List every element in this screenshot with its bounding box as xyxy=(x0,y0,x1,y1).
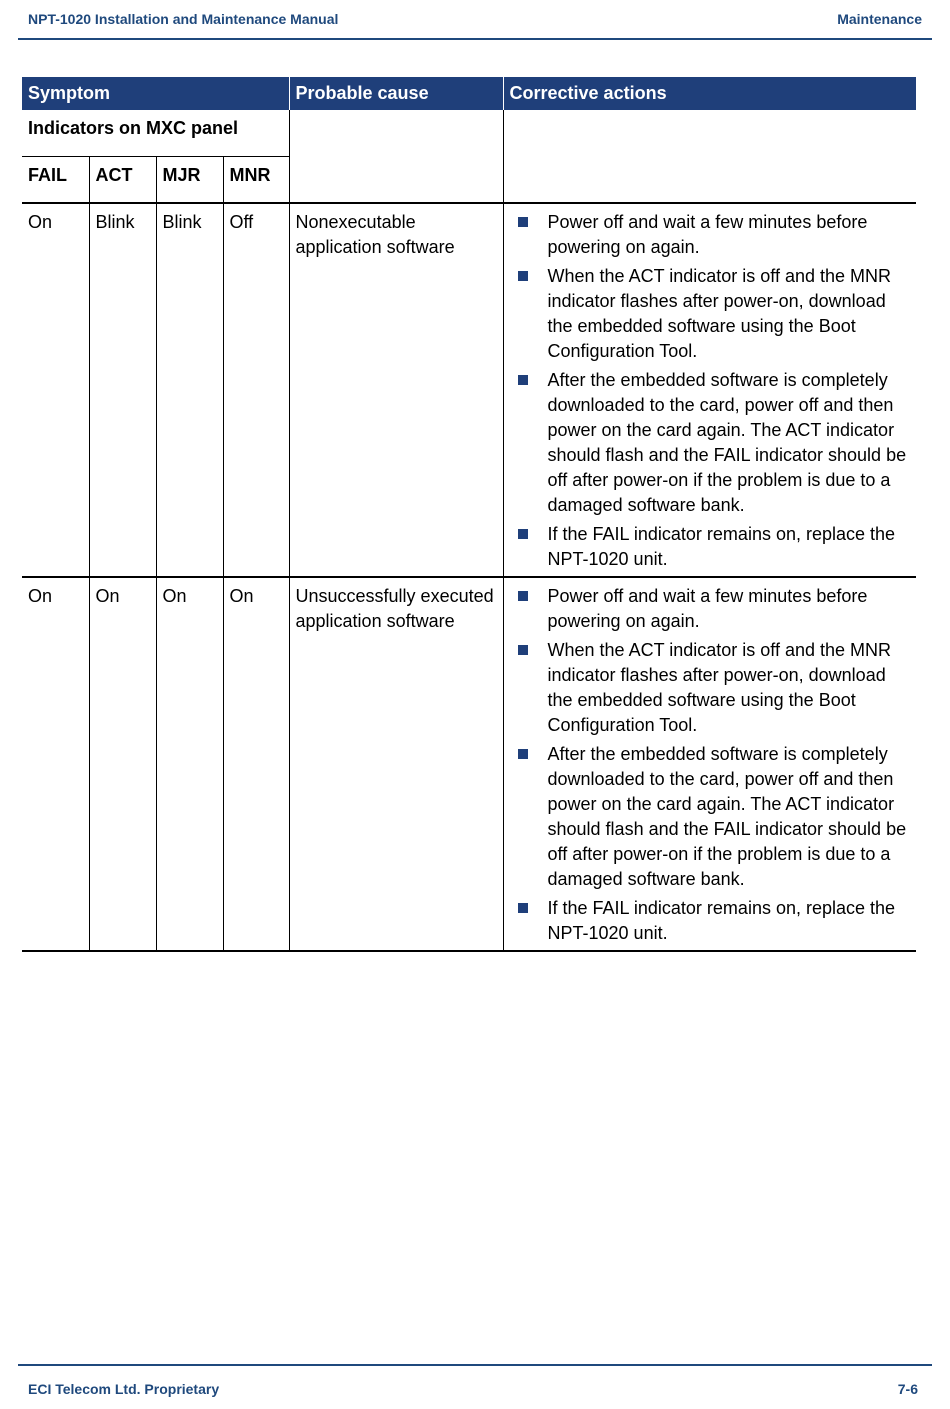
list-item xyxy=(514,584,911,634)
cause-header: Probable cause xyxy=(289,77,503,110)
action-text: When the ACT indicator is off and the MNR indicator flashes after power-on, download the embedded software using the Boot Configuration Tool. xyxy=(547,266,892,361)
mnr-state: Off xyxy=(223,203,289,577)
indicator-mnr-header: MNR xyxy=(223,157,289,204)
act-state: Blink xyxy=(89,203,156,577)
action-text: Power off and wait a few minutes before powering on again. xyxy=(547,212,868,257)
page-footer xyxy=(18,1364,932,1409)
fail-state: On xyxy=(22,577,89,951)
actions-list xyxy=(514,210,911,572)
action-text: After the embedded software is completely downloaded to the card, power off and then power on the card again. The ACT indicator should flash and the FAIL indicator should be off after power-on if the problem is due to a damaged software bank. xyxy=(547,370,907,515)
table-row xyxy=(22,203,916,577)
square-bullet-icon xyxy=(518,271,528,281)
corrective-actions xyxy=(503,203,916,577)
indicator-act-header: ACT xyxy=(89,157,156,204)
page-number: 7-6 xyxy=(897,1381,918,1397)
chapter-title: Maintenance xyxy=(837,11,922,27)
list-item xyxy=(514,368,911,518)
action-text: If the FAIL indicator remains on, replace the NPT-1020 unit. xyxy=(547,524,896,569)
list-item xyxy=(514,522,911,572)
page-header xyxy=(18,0,932,40)
table-header-row xyxy=(22,77,916,110)
list-item xyxy=(514,896,911,946)
fail-state: On xyxy=(22,203,89,577)
square-bullet-icon xyxy=(518,217,528,227)
actions-header-spacer xyxy=(503,110,916,203)
action-text: If the FAIL indicator remains on, replace the NPT-1020 unit. xyxy=(547,898,896,943)
indicator-fail-header: FAIL xyxy=(22,157,89,204)
list-item xyxy=(514,742,911,892)
indicators-subheader: Indicators on MXC panel xyxy=(22,110,289,157)
document-title: NPT-1020 Installation and Maintenance Manual xyxy=(28,11,339,27)
table-row xyxy=(22,577,916,951)
troubleshooting-table xyxy=(22,77,916,952)
list-item xyxy=(514,264,911,364)
action-text: After the embedded software is completely downloaded to the card, power off and then power on the card again. The ACT indicator should flash and the FAIL indicator should be off after power-on if the problem is due to a damaged software bank. xyxy=(547,744,907,889)
list-item xyxy=(514,638,911,738)
probable-cause: Unsuccessfully executed application software xyxy=(289,577,503,951)
square-bullet-icon xyxy=(518,375,528,385)
square-bullet-icon xyxy=(518,591,528,601)
square-bullet-icon xyxy=(518,529,528,539)
act-state: On xyxy=(89,577,156,951)
action-text: When the ACT indicator is off and the MNR indicator flashes after power-on, download the embedded software using the Boot Configuration Tool. xyxy=(547,640,892,735)
probable-cause: Nonexecutable application software xyxy=(289,203,503,577)
square-bullet-icon xyxy=(518,903,528,913)
actions-list xyxy=(514,584,911,946)
mjr-state: Blink xyxy=(156,203,223,577)
mnr-state: On xyxy=(223,577,289,951)
corrective-actions xyxy=(503,577,916,951)
indicators-subheader-row xyxy=(22,110,916,157)
indicator-mjr-header: MJR xyxy=(156,157,223,204)
mjr-state: On xyxy=(156,577,223,951)
actions-header: Corrective actions xyxy=(503,77,916,110)
action-text: Power off and wait a few minutes before powering on again. xyxy=(547,586,868,631)
square-bullet-icon xyxy=(518,749,528,759)
list-item xyxy=(514,210,911,260)
symptom-header: Symptom xyxy=(22,77,289,110)
square-bullet-icon xyxy=(518,645,528,655)
proprietary-notice: ECI Telecom Ltd. Proprietary xyxy=(28,1381,220,1397)
cause-header-spacer xyxy=(289,110,503,203)
